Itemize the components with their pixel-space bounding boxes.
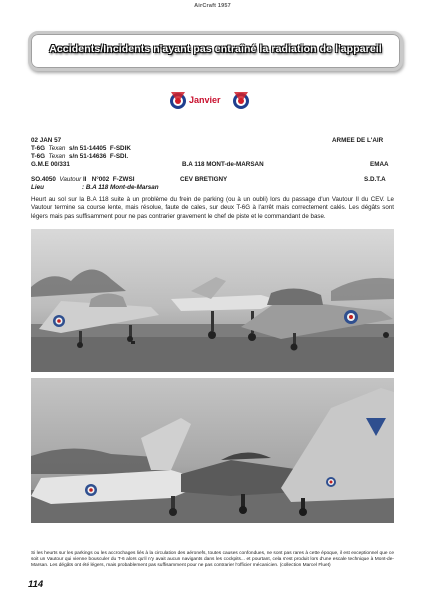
record1-unit-code: EMAA <box>370 161 389 168</box>
month-label: Janvier <box>189 95 221 105</box>
photo-vautour-closeup <box>31 378 394 523</box>
record1-unit: G.M.E 00/331 <box>31 161 70 168</box>
record1-date: 02 JAN 57 <box>31 137 62 144</box>
record1-aircraft-2: T-6G Texan s/n 51-14636 F-SDI. <box>31 153 129 160</box>
record1-service: ARMEE DE L'AIR <box>332 137 384 144</box>
section-banner <box>28 31 403 71</box>
page-number: 114 <box>28 579 44 590</box>
record2-org: S.D.T.A <box>364 176 386 183</box>
roundel-icon <box>233 93 249 109</box>
record1-base: B.A 118 MONT-de-MARSAN <box>182 161 264 168</box>
photo-t6-and-vautour <box>31 229 394 372</box>
photo-caption: Si les heurts sur les parkings ou les accrochages liés à la circulation des aéronefs, toutes causes confondues, ne sont pas rares à cette époque, il est exceptionnel que ce soit un Vautour qui vienne bousculer du T-6 alors qu'il n'y avait aucun navigants dans les cockpits... et pourtant, cela s'est produit lors d'une escale technique à Mont-de-Marsan. Les dégâts ont été légers, mais probablement pas suffisamment pour ne pas contrarier l'officier mécanicien. (collection Marcel Fluet) <box>31 551 394 569</box>
record2-id: SO.4050 Vautour II N°002 F-ZWSI <box>31 176 135 183</box>
record2-centre: CEV BRETIGNY <box>180 176 228 183</box>
record1-aircraft-1: T-6G Texan s/n 51-14405 F-SDIK <box>31 145 131 152</box>
running-head: AirCraft 1957 <box>194 3 231 9</box>
banner-title: Accidents/Incidents n'ayant pas entraîné la radiation de l'appareil <box>49 43 382 55</box>
record2-lieu-label: Lieu <box>31 184 44 191</box>
month-heading <box>0 93 425 109</box>
record2-lieu-value: : B.A 118 Mont-de-Marsan <box>82 184 159 191</box>
record2-description: Heurt au sol sur la B.A 118 suite à un problème du frein de parking (ou à un oubli) lors du passage d'un Vautour II du CEV. Le Vautour termine sa course lente, mais résolue, faute de cales, sur deux T-6G à l'arrêt mais correctement calés. Les dégâts sont légers mais pas suffisamment pour ne pas contrarier gravement le chef de piste et le commandant de base. <box>31 196 394 220</box>
roundel-icon <box>170 93 186 109</box>
